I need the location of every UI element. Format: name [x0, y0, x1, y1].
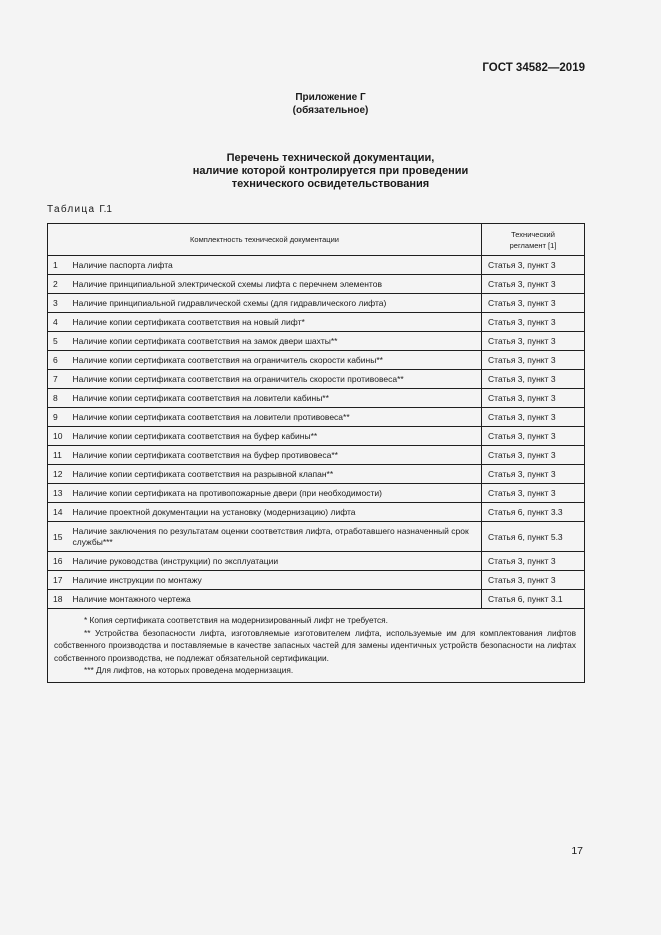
table-row	[48, 313, 585, 332]
table-row	[48, 590, 585, 609]
row-document-name: Наличие копии сертификата соответствия на ограничитель скорости противовеса**	[73, 370, 482, 389]
row-document-name: Наличие копии сертификата соответствия на новый лифт*	[73, 313, 482, 332]
row-document-name: Наличие заключения по результатам оценки соответствия лифта, отработавшего назначенный срок службы***	[73, 522, 482, 552]
table-row	[48, 332, 585, 351]
table-header-row	[48, 224, 585, 256]
column-header-regulation: Технический регламент [1]	[482, 224, 585, 256]
table-row	[48, 256, 585, 275]
table-notes	[48, 609, 585, 683]
row-regulation-ref: Статья 3, пункт 3	[482, 351, 585, 370]
table-row	[48, 484, 585, 503]
row-number: 5	[48, 332, 73, 351]
row-document-name: Наличие копии сертификата соответствия на разрывной клапан**	[73, 465, 482, 484]
row-number: 13	[48, 484, 73, 503]
table-row	[48, 389, 585, 408]
table-label-number: Г.1	[99, 204, 112, 215]
row-regulation-ref: Статья 3, пункт 3	[482, 465, 585, 484]
row-document-name: Наличие паспорта лифта	[73, 256, 482, 275]
row-number: 2	[48, 275, 73, 294]
appendix-title: Приложение Г	[295, 92, 366, 103]
row-document-name: Наличие копии сертификата соответствия на буфер кабины**	[73, 427, 482, 446]
row-regulation-ref: Статья 3, пункт 3	[482, 446, 585, 465]
row-document-name: Наличие копии сертификата на противопожарные двери (при необходимости)	[73, 484, 482, 503]
row-regulation-ref: Статья 6, пункт 3.3	[482, 503, 585, 522]
row-document-name: Наличие копии сертификата соответствия на ловители кабины**	[73, 389, 482, 408]
row-number: 4	[48, 313, 73, 332]
table-row	[48, 503, 585, 522]
page-title-line-3: технического освидетельствования	[231, 178, 430, 190]
row-number: 6	[48, 351, 73, 370]
table-row	[48, 370, 585, 389]
row-number: 3	[48, 294, 73, 313]
table-label-word: Таблица	[47, 204, 96, 215]
page-title-line-2: наличие которой контролируется при проведении	[192, 165, 469, 177]
row-document-name: Наличие монтажного чертежа	[73, 590, 482, 609]
row-regulation-ref: Статья 3, пункт 3	[482, 313, 585, 332]
row-regulation-ref: Статья 6, пункт 3.1	[482, 590, 585, 609]
row-regulation-ref: Статья 3, пункт 3	[482, 552, 585, 571]
row-document-name: Наличие инструкции по монтажу	[73, 571, 482, 590]
note-2: ** Устройства безопасности лифта, изготовляемые изготовителем лифта, используемые им для комплектования лифтов собственного производства и поставляемые в качестве запасных частей для замены идентичных устройств безопасности на лифтах собственного производства, не подлежат обязательной сертификации.	[54, 627, 577, 663]
row-document-name: Наличие проектной документации на установку (модернизацию) лифта	[73, 503, 482, 522]
row-regulation-ref: Статья 3, пункт 3	[482, 370, 585, 389]
row-document-name: Наличие копии сертификата соответствия на буфер противовеса**	[73, 446, 482, 465]
table-row	[48, 446, 585, 465]
row-regulation-ref: Статья 3, пункт 3	[482, 408, 585, 427]
row-number: 14	[48, 503, 73, 522]
row-number: 1	[48, 256, 73, 275]
table-row	[48, 522, 585, 552]
table-row	[48, 552, 585, 571]
table-row	[48, 294, 585, 313]
document-code: ГОСТ 34582—2019	[482, 62, 585, 74]
table-label	[47, 204, 112, 215]
row-regulation-ref: Статья 3, пункт 3	[482, 332, 585, 351]
row-number: 9	[48, 408, 73, 427]
column-header-documentation: Комплектность технической документации	[48, 224, 482, 256]
page-title	[0, 152, 661, 191]
table-body	[48, 256, 585, 609]
row-number: 7	[48, 370, 73, 389]
row-document-name: Наличие копии сертификата соответствия на замок двери шахты**	[73, 332, 482, 351]
page-title-line-1: Перечень технической документации,	[226, 152, 435, 164]
row-document-name: Наличие копии сертификата соответствия на ограничитель скорости кабины**	[73, 351, 482, 370]
table-row	[48, 571, 585, 590]
row-regulation-ref: Статья 3, пункт 3	[482, 389, 585, 408]
row-document-name: Наличие руководства (инструкции) по эксплуатации	[73, 552, 482, 571]
row-regulation-ref: Статья 3, пункт 3	[482, 294, 585, 313]
row-number: 11	[48, 446, 73, 465]
row-regulation-ref: Статья 3, пункт 3	[482, 571, 585, 590]
row-number: 17	[48, 571, 73, 590]
note-1: * Копия сертификата соответствия на модернизированный лифт не требуется.	[84, 615, 388, 625]
row-regulation-ref: Статья 3, пункт 3	[482, 427, 585, 446]
table-row	[48, 351, 585, 370]
page-number: 17	[571, 845, 583, 857]
table-notes-row	[48, 609, 585, 683]
row-number: 16	[48, 552, 73, 571]
table-row	[48, 427, 585, 446]
documentation-table	[47, 223, 585, 683]
row-regulation-ref: Статья 3, пункт 3	[482, 484, 585, 503]
table-row	[48, 275, 585, 294]
row-number: 12	[48, 465, 73, 484]
row-number: 8	[48, 389, 73, 408]
table-row	[48, 408, 585, 427]
appendix-heading	[0, 91, 661, 117]
row-regulation-ref: Статья 3, пункт 3	[482, 275, 585, 294]
row-document-name: Наличие принципиальной гидравлической схемы (для гидравлического лифта)	[73, 294, 482, 313]
row-document-name: Наличие копии сертификата соответствия на ловители противовеса**	[73, 408, 482, 427]
row-number: 18	[48, 590, 73, 609]
row-document-name: Наличие принципиальной электрической схемы лифта с перечнем элементов	[73, 275, 482, 294]
row-regulation-ref: Статья 3, пункт 3	[482, 256, 585, 275]
table-row	[48, 465, 585, 484]
row-regulation-ref: Статья 6, пункт 5.3	[482, 522, 585, 552]
note-3: *** Для лифтов, на которых проведена модернизация.	[84, 665, 294, 675]
appendix-status: (обязательное)	[292, 105, 369, 116]
row-number: 15	[48, 522, 73, 552]
row-number: 10	[48, 427, 73, 446]
